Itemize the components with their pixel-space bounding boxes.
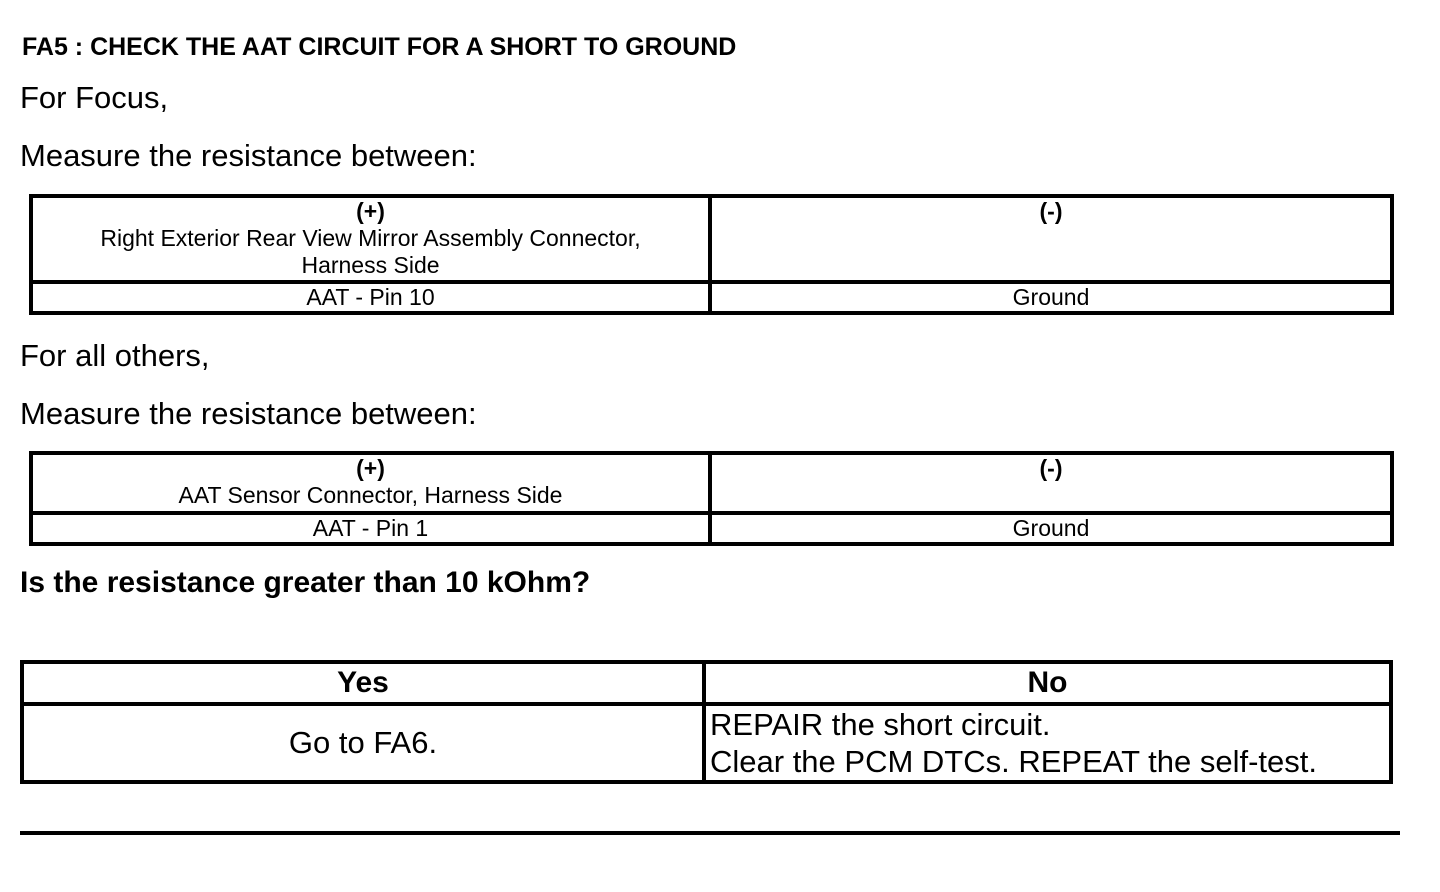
focus-instruction: Measure the resistance between: — [20, 138, 477, 173]
table-header-row — [31, 196, 1392, 282]
decision-row — [22, 704, 1391, 782]
resistance-question: Is the resistance greater than 10 kOhm? — [20, 566, 591, 599]
table-header-row — [31, 453, 1392, 513]
positive-label: (+) — [356, 455, 385, 481]
section-divider — [20, 831, 1400, 835]
negative-probe-header: (-) — [710, 196, 1392, 282]
table-row — [31, 282, 1392, 313]
decision-table — [20, 660, 1393, 784]
negative-probe-header: (-) — [710, 453, 1392, 513]
focus-intro: For Focus, — [20, 80, 169, 115]
no-header: No — [704, 662, 1391, 704]
decision-header-row — [22, 662, 1391, 704]
focus-measurement-table — [29, 194, 1394, 315]
connector-name: Right Exterior Rear View Mirror Assembly Connector, — [100, 225, 641, 251]
negative-value: Ground — [710, 513, 1392, 544]
positive-pin-value: AAT - Pin 1 — [31, 513, 710, 544]
yes-action: Go to FA6. — [22, 704, 704, 782]
no-action — [704, 704, 1391, 782]
others-intro: For all others, — [20, 338, 210, 373]
yes-header: Yes — [22, 662, 704, 704]
table-row — [31, 513, 1392, 544]
positive-probe-header — [31, 196, 710, 282]
positive-label: (+) — [356, 198, 385, 224]
no-action-line1: REPAIR the short circuit. — [710, 707, 1051, 742]
connector-name: AAT Sensor Connector, Harness Side — [178, 482, 563, 508]
step-heading: FA5 : CHECK THE AAT CIRCUIT FOR A SHORT TO GROUND — [22, 33, 737, 61]
others-measurement-table — [29, 451, 1394, 546]
connector-side: Harness Side — [301, 252, 440, 278]
negative-value: Ground — [710, 282, 1392, 313]
positive-pin-value: AAT - Pin 10 — [31, 282, 710, 313]
positive-probe-header — [31, 453, 710, 513]
others-instruction: Measure the resistance between: — [20, 396, 477, 431]
no-action-line2: Clear the PCM DTCs. REPEAT the self-test. — [710, 744, 1317, 779]
